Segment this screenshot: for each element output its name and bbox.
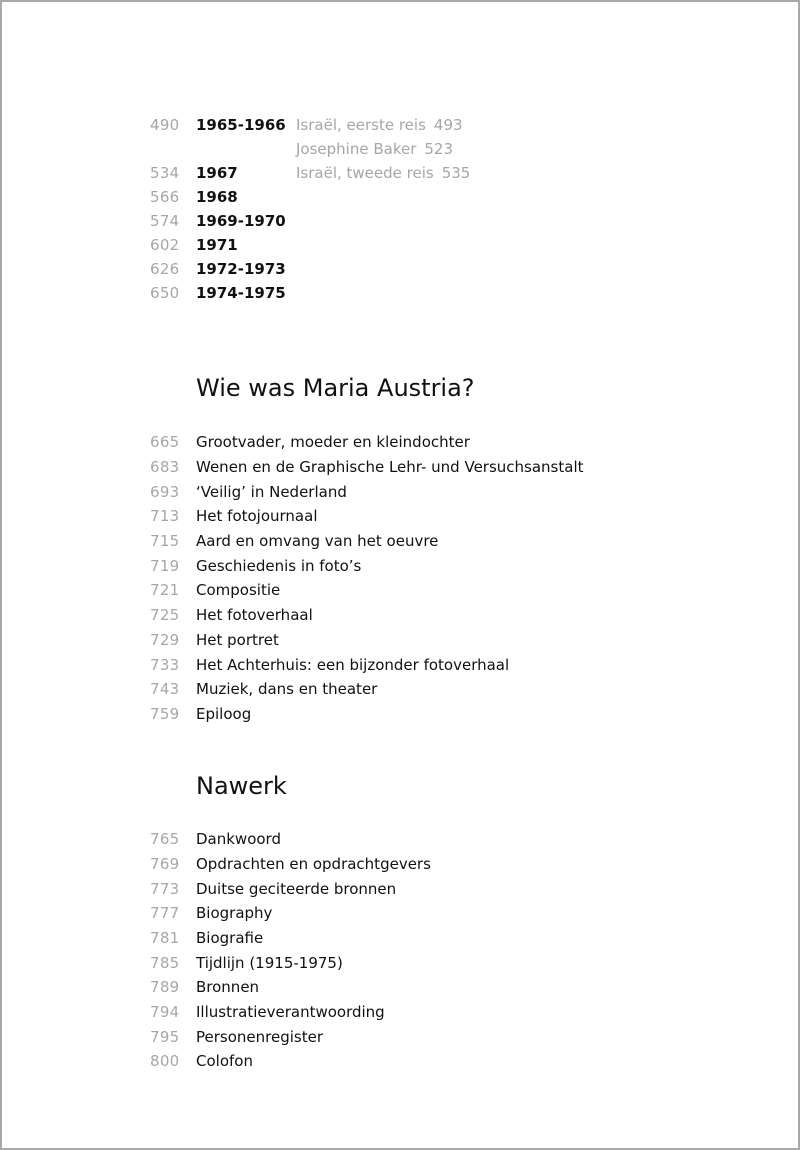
page-number: 715 — [150, 532, 180, 550]
year-label: 1965-1966 — [196, 116, 286, 134]
section-heading: Nawerk — [196, 772, 287, 800]
page-number: 743 — [150, 680, 180, 698]
entry-title: Duitse geciteerde bronnen — [196, 880, 397, 898]
year-label: 1967 — [196, 164, 238, 182]
entry-title: Dankwoord — [196, 830, 281, 848]
page-number: 729 — [150, 631, 180, 649]
entry-title: Opdrachten en opdrachtgevers — [196, 855, 431, 873]
entry-title: Het fotoverhaal — [196, 606, 313, 624]
page-number: 693 — [150, 483, 180, 501]
page-number: 733 — [150, 656, 180, 674]
page-number: 781 — [150, 929, 180, 947]
entry-title: Biografie — [196, 929, 264, 947]
sub-entry-title: Israël, eerste reis — [296, 116, 426, 134]
page-number: 759 — [150, 705, 180, 723]
page-number: 789 — [150, 978, 180, 996]
page-number: 777 — [150, 904, 180, 922]
entry-title: Tijdlijn (1915-1975) — [196, 954, 343, 972]
page-number: 785 — [150, 954, 180, 972]
entry-title: Muziek, dans en theater — [196, 680, 378, 698]
page-number: 626 — [150, 260, 180, 278]
entry-title: Bronnen — [196, 978, 260, 996]
page-number: 794 — [150, 1003, 180, 1021]
sub-entry-title: Israël, tweede reis — [296, 164, 434, 182]
page-number: 490 — [150, 116, 180, 134]
year-label: 1969-1970 — [196, 212, 286, 230]
entry-title: Het portret — [196, 631, 279, 649]
page-number: 765 — [150, 830, 180, 848]
sub-entry — [296, 113, 463, 137]
year-label: 1972-1973 — [196, 260, 286, 278]
entry-title: Biography — [196, 904, 273, 922]
section-heading: Wie was Maria Austria? — [196, 374, 475, 402]
year-label: 1968 — [196, 188, 238, 206]
page-number: 534 — [150, 164, 180, 182]
entry-title: Het fotojournaal — [196, 507, 318, 525]
entry-title: Compositie — [196, 581, 281, 599]
entry-title: Wenen en de Graphische Lehr- und Versuchsanstalt — [196, 458, 584, 476]
sub-entry-page: 535 — [441, 164, 471, 182]
entry-title: ‘Veilig’ in Nederland — [196, 483, 347, 501]
sub-entry — [296, 161, 470, 185]
year-label: 1974-1975 — [196, 284, 286, 302]
page-number: 683 — [150, 458, 180, 476]
page-number: 721 — [150, 581, 180, 599]
page-number: 795 — [150, 1028, 180, 1046]
page-number: 665 — [150, 433, 180, 451]
page-number: 713 — [150, 507, 180, 525]
page-number: 800 — [150, 1052, 180, 1070]
entry-title: Grootvader, moeder en kleindochter — [196, 433, 470, 451]
entry-title: Aard en omvang van het oeuvre — [196, 532, 439, 550]
page-number: 725 — [150, 606, 180, 624]
page-number: 719 — [150, 557, 180, 575]
page-number: 769 — [150, 855, 180, 873]
entry-title: Personenregister — [196, 1028, 323, 1046]
entry-title: Illustratieverantwoording — [196, 1003, 385, 1021]
entry-title: Colofon — [196, 1052, 253, 1070]
year-label: 1971 — [196, 236, 238, 254]
sub-entry-page: 493 — [433, 116, 463, 134]
sub-entry-title: Josephine Baker — [296, 140, 417, 158]
sub-entry-page: 523 — [424, 140, 454, 158]
entry-title: Geschiedenis in foto’s — [196, 557, 362, 575]
entry-title: Het Achterhuis: een bijzonder fotoverhaal — [196, 656, 510, 674]
page-number: 566 — [150, 188, 180, 206]
page-number: 602 — [150, 236, 180, 254]
page-number: 650 — [150, 284, 180, 302]
sub-entry — [296, 137, 453, 161]
page-number: 773 — [150, 880, 180, 898]
entry-title: Epiloog — [196, 705, 252, 723]
page-number: 574 — [150, 212, 180, 230]
